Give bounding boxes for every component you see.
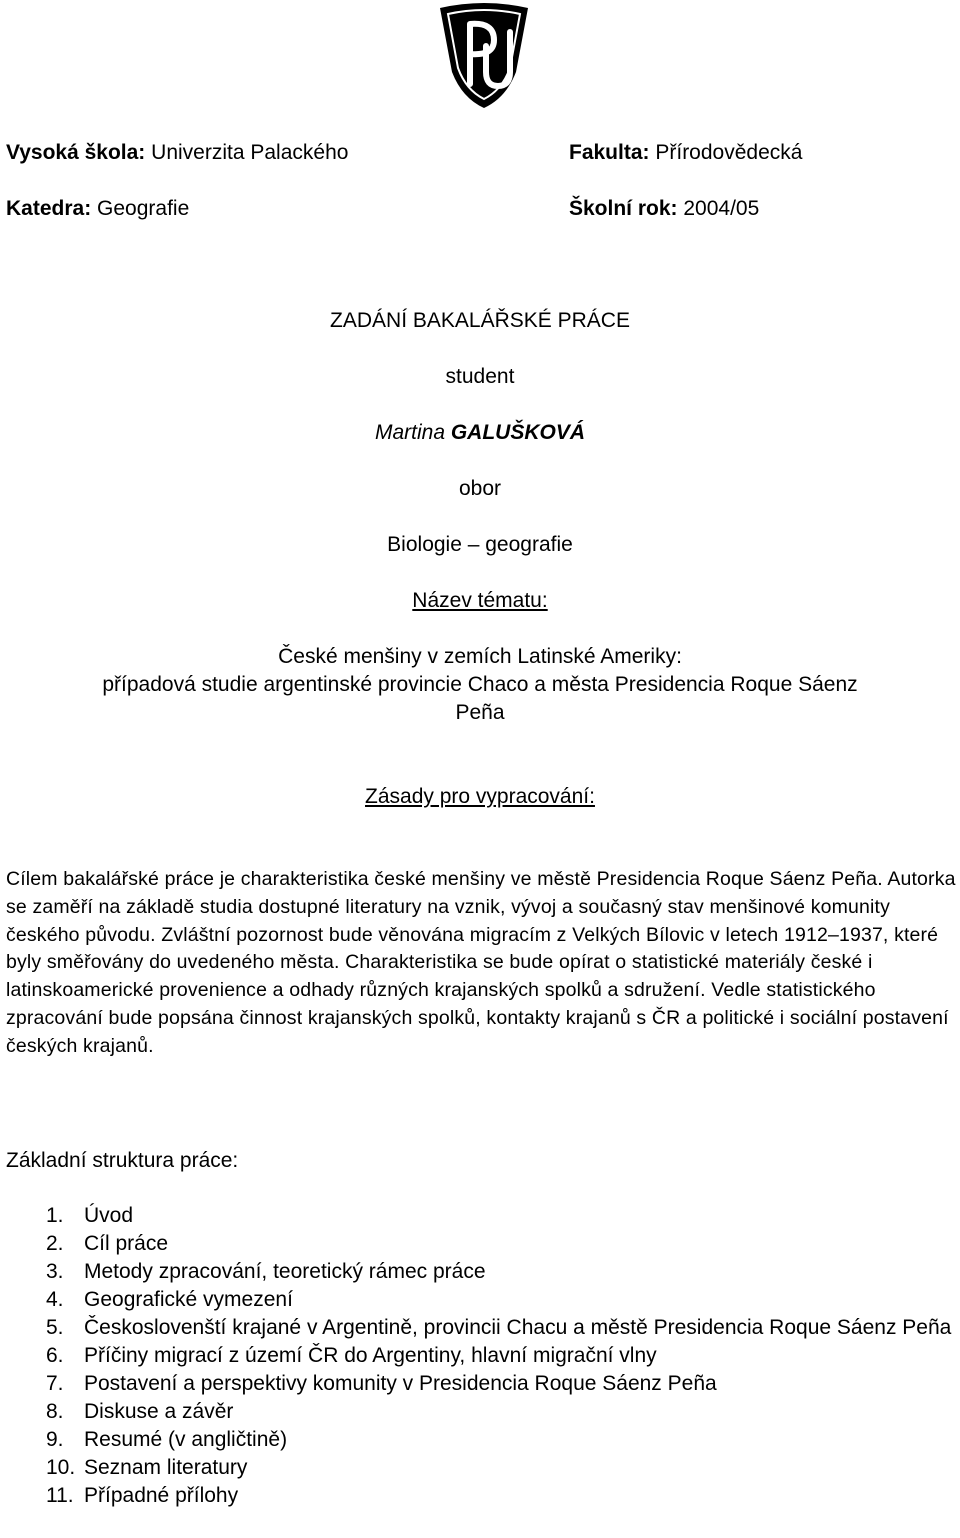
field-value: Biologie – geografie xyxy=(387,533,573,556)
list-item: 6. Příčiny migrací z území ČR do Argentiny, hlavní migrační vlny xyxy=(46,1344,657,1367)
year-value: 2004/05 xyxy=(683,197,760,220)
department-value: Geografie xyxy=(97,197,190,220)
principles-paragraph: Cílem bakalářské práce je charakteristika české menšiny ve městě Presidencia Roque Sáenz Peña. Autorka se zaměří na základě studia dostupné literatury na vznik, vývoj a současný stav menšinové komunity českého původu. Zvláštní pozornost bude věnována migracím z Velkých Bílovic v letech 1912–1937, které byly směřovány do uvedeného města. Charakteristika se bude opírat o statistické materiály české i latinskoamerické provenience a odhady různých krajanských spolků a sdružení. Vedle statistického zpracování bude popsána činnost krajanských spolků, kontakty krajanů s ČR a politické i sociální postavení českých krajanů. xyxy=(6,868,956,1057)
list-item: 10. Seznam literatury xyxy=(46,1456,248,1479)
school-line xyxy=(6,140,348,166)
topic-line-3: Peña xyxy=(455,701,505,724)
topic-line-1: České menšiny v zemích Latinské Ameriky: xyxy=(278,645,682,668)
faculty-label: Fakulta: xyxy=(569,141,650,164)
topic-line-2: případová studie argentinské provincie Chaco a města Presidencia Roque Sáenz xyxy=(102,673,858,696)
school-label: Vysoká škola: xyxy=(6,141,146,164)
school-value: Univerzita Palackého xyxy=(151,141,349,164)
department-line xyxy=(6,196,189,222)
principles-label: Zásady pro vypracování: xyxy=(365,785,595,808)
student-name xyxy=(0,420,960,446)
list-item: 4. Geografické vymezení xyxy=(46,1288,293,1311)
document-title: ZADÁNÍ BAKALÁŘSKÉ PRÁCE xyxy=(330,309,630,332)
student-label: student xyxy=(445,365,515,388)
list-item: 8. Diskuse a závěr xyxy=(46,1400,234,1423)
list-item: 3. Metody zpracování, teoretický rámec práce xyxy=(46,1260,486,1283)
list-item: 11. Případné přílohy xyxy=(46,1484,239,1507)
student-first-name: Martina xyxy=(374,421,445,444)
structure-label: Základní struktura práce: xyxy=(6,1149,239,1172)
faculty-value: Přírodovědecká xyxy=(655,141,803,164)
structure-list xyxy=(46,1202,960,1510)
topic-label: Název tématu: xyxy=(412,589,548,612)
list-item: 7. Postavení a perspektivy komunity v Presidencia Roque Sáenz Peña xyxy=(46,1372,717,1395)
student-last-name: GALUŠKOVÁ xyxy=(450,421,586,444)
university-shield-logo-icon xyxy=(436,2,532,110)
list-item: 2. Cíl práce xyxy=(46,1232,169,1255)
year-label: Školní rok: xyxy=(569,197,678,220)
field-label: obor xyxy=(458,477,502,500)
faculty-line xyxy=(569,140,802,166)
list-item: 5. Českoslovenští krajané v Argentině, provincii Chacu a městě Presidencia Roque Sáenz Peña xyxy=(46,1316,952,1339)
year-line xyxy=(569,196,759,222)
list-item: 1. Úvod xyxy=(46,1204,134,1227)
department-label: Katedra: xyxy=(6,197,92,220)
list-item: 9. Resumé (v angličtině) xyxy=(46,1428,288,1451)
